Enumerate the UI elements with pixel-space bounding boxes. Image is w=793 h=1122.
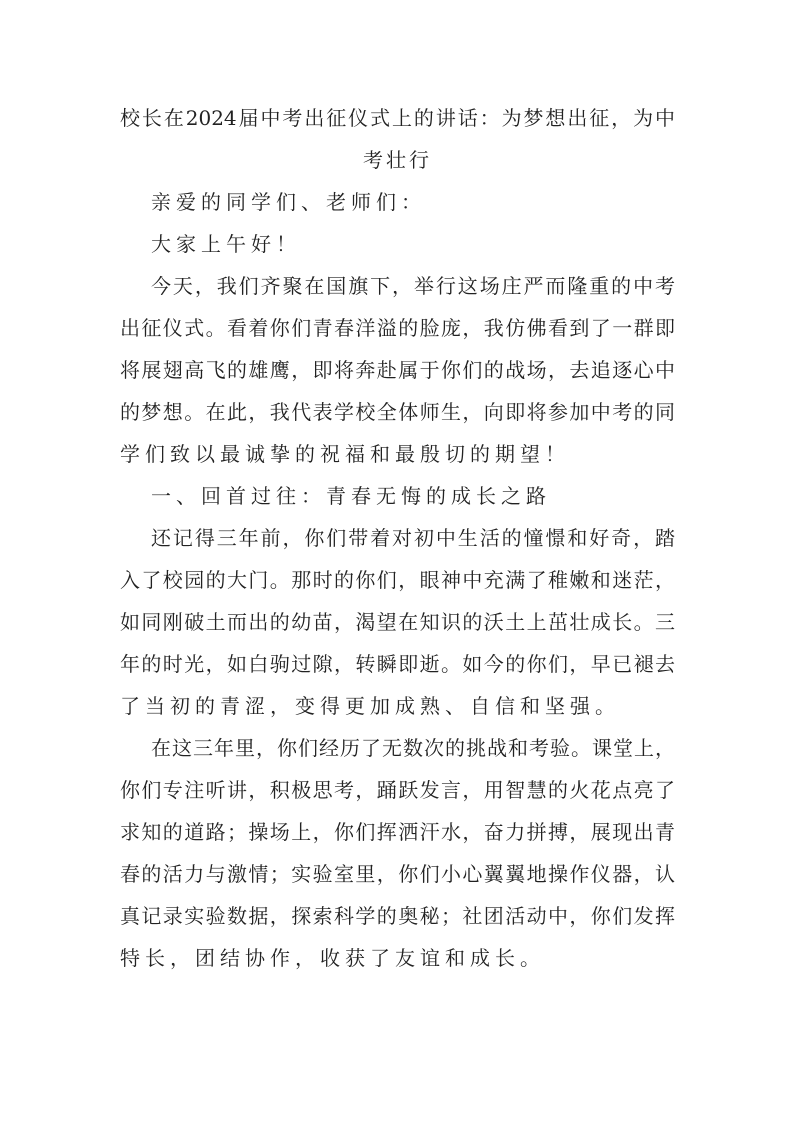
document-page — [120, 97, 675, 979]
paragraph-line: 大家上午好！ — [151, 232, 301, 256]
document-body — [120, 181, 675, 979]
paragraph — [120, 475, 675, 517]
paragraph-line: 的梦想。在此，我代表学校全体师生，向即将参加中考的同 — [120, 400, 675, 424]
paragraph-line: 年的时光，如白驹过隙，转瞬即逝。如今的你们，早已褪去 — [120, 652, 675, 676]
paragraph-line: 出征仪式。看着你们青春洋溢的脸庞，我仿佛看到了一群即 — [120, 316, 675, 340]
paragraph — [120, 223, 675, 265]
paragraph-line: 入了校园的大门。那时的你们，眼神中充满了稚嫩和迷茫， — [120, 568, 675, 592]
paragraph-line: 了当初的青涩，变得更加成熟、自信和坚强。 — [120, 694, 620, 718]
paragraph-line: 特长，团结协作，收获了友谊和成长。 — [120, 946, 545, 970]
paragraph-line: 亲爱的同学们、老师们： — [151, 190, 426, 214]
paragraph — [120, 265, 675, 475]
paragraph-line: 学们致以最诚挚的祝福和最殷切的期望！ — [120, 442, 570, 466]
paragraph-line: 求知的道路；操场上，你们挥洒汗水，奋力拼搏，展现出青 — [120, 820, 675, 844]
paragraph-line: 在这三年里，你们经历了无数次的挑战和考验。课堂上， — [151, 736, 675, 760]
paragraph-line: 真记录实验数据，探索科学的奥秘；社团活动中，你们发挥 — [120, 904, 675, 928]
paragraph-line: 你们专注听讲，积极思考，踊跃发言，用智慧的火花点亮了 — [120, 778, 675, 802]
paragraph — [120, 517, 675, 727]
title-line: 校长在2024届中考出征仪式上的讲话：为梦想出征，为中 — [120, 106, 675, 130]
paragraph-line: 将展翅高飞的雄鹰，即将奔赴属于你们的战场，去追逐心中 — [120, 358, 675, 382]
title-line: 考壮行 — [363, 148, 432, 172]
paragraph — [120, 181, 675, 223]
paragraph-line: 如同刚破土而出的幼苗，渴望在知识的沃土上茁壮成长。三 — [120, 610, 675, 634]
paragraph-line: 还记得三年前，你们带着对初中生活的憧憬和好奇，踏 — [151, 526, 675, 550]
document-title — [120, 97, 675, 181]
paragraph-line: 今天，我们齐聚在国旗下，举行这场庄严而隆重的中考 — [151, 274, 675, 298]
paragraph — [120, 727, 675, 979]
paragraph-line: 一、回首过往：青春无悔的成长之路 — [151, 484, 551, 508]
paragraph-line: 春的活力与激情；实验室里，你们小心翼翼地操作仪器，认 — [120, 862, 675, 886]
